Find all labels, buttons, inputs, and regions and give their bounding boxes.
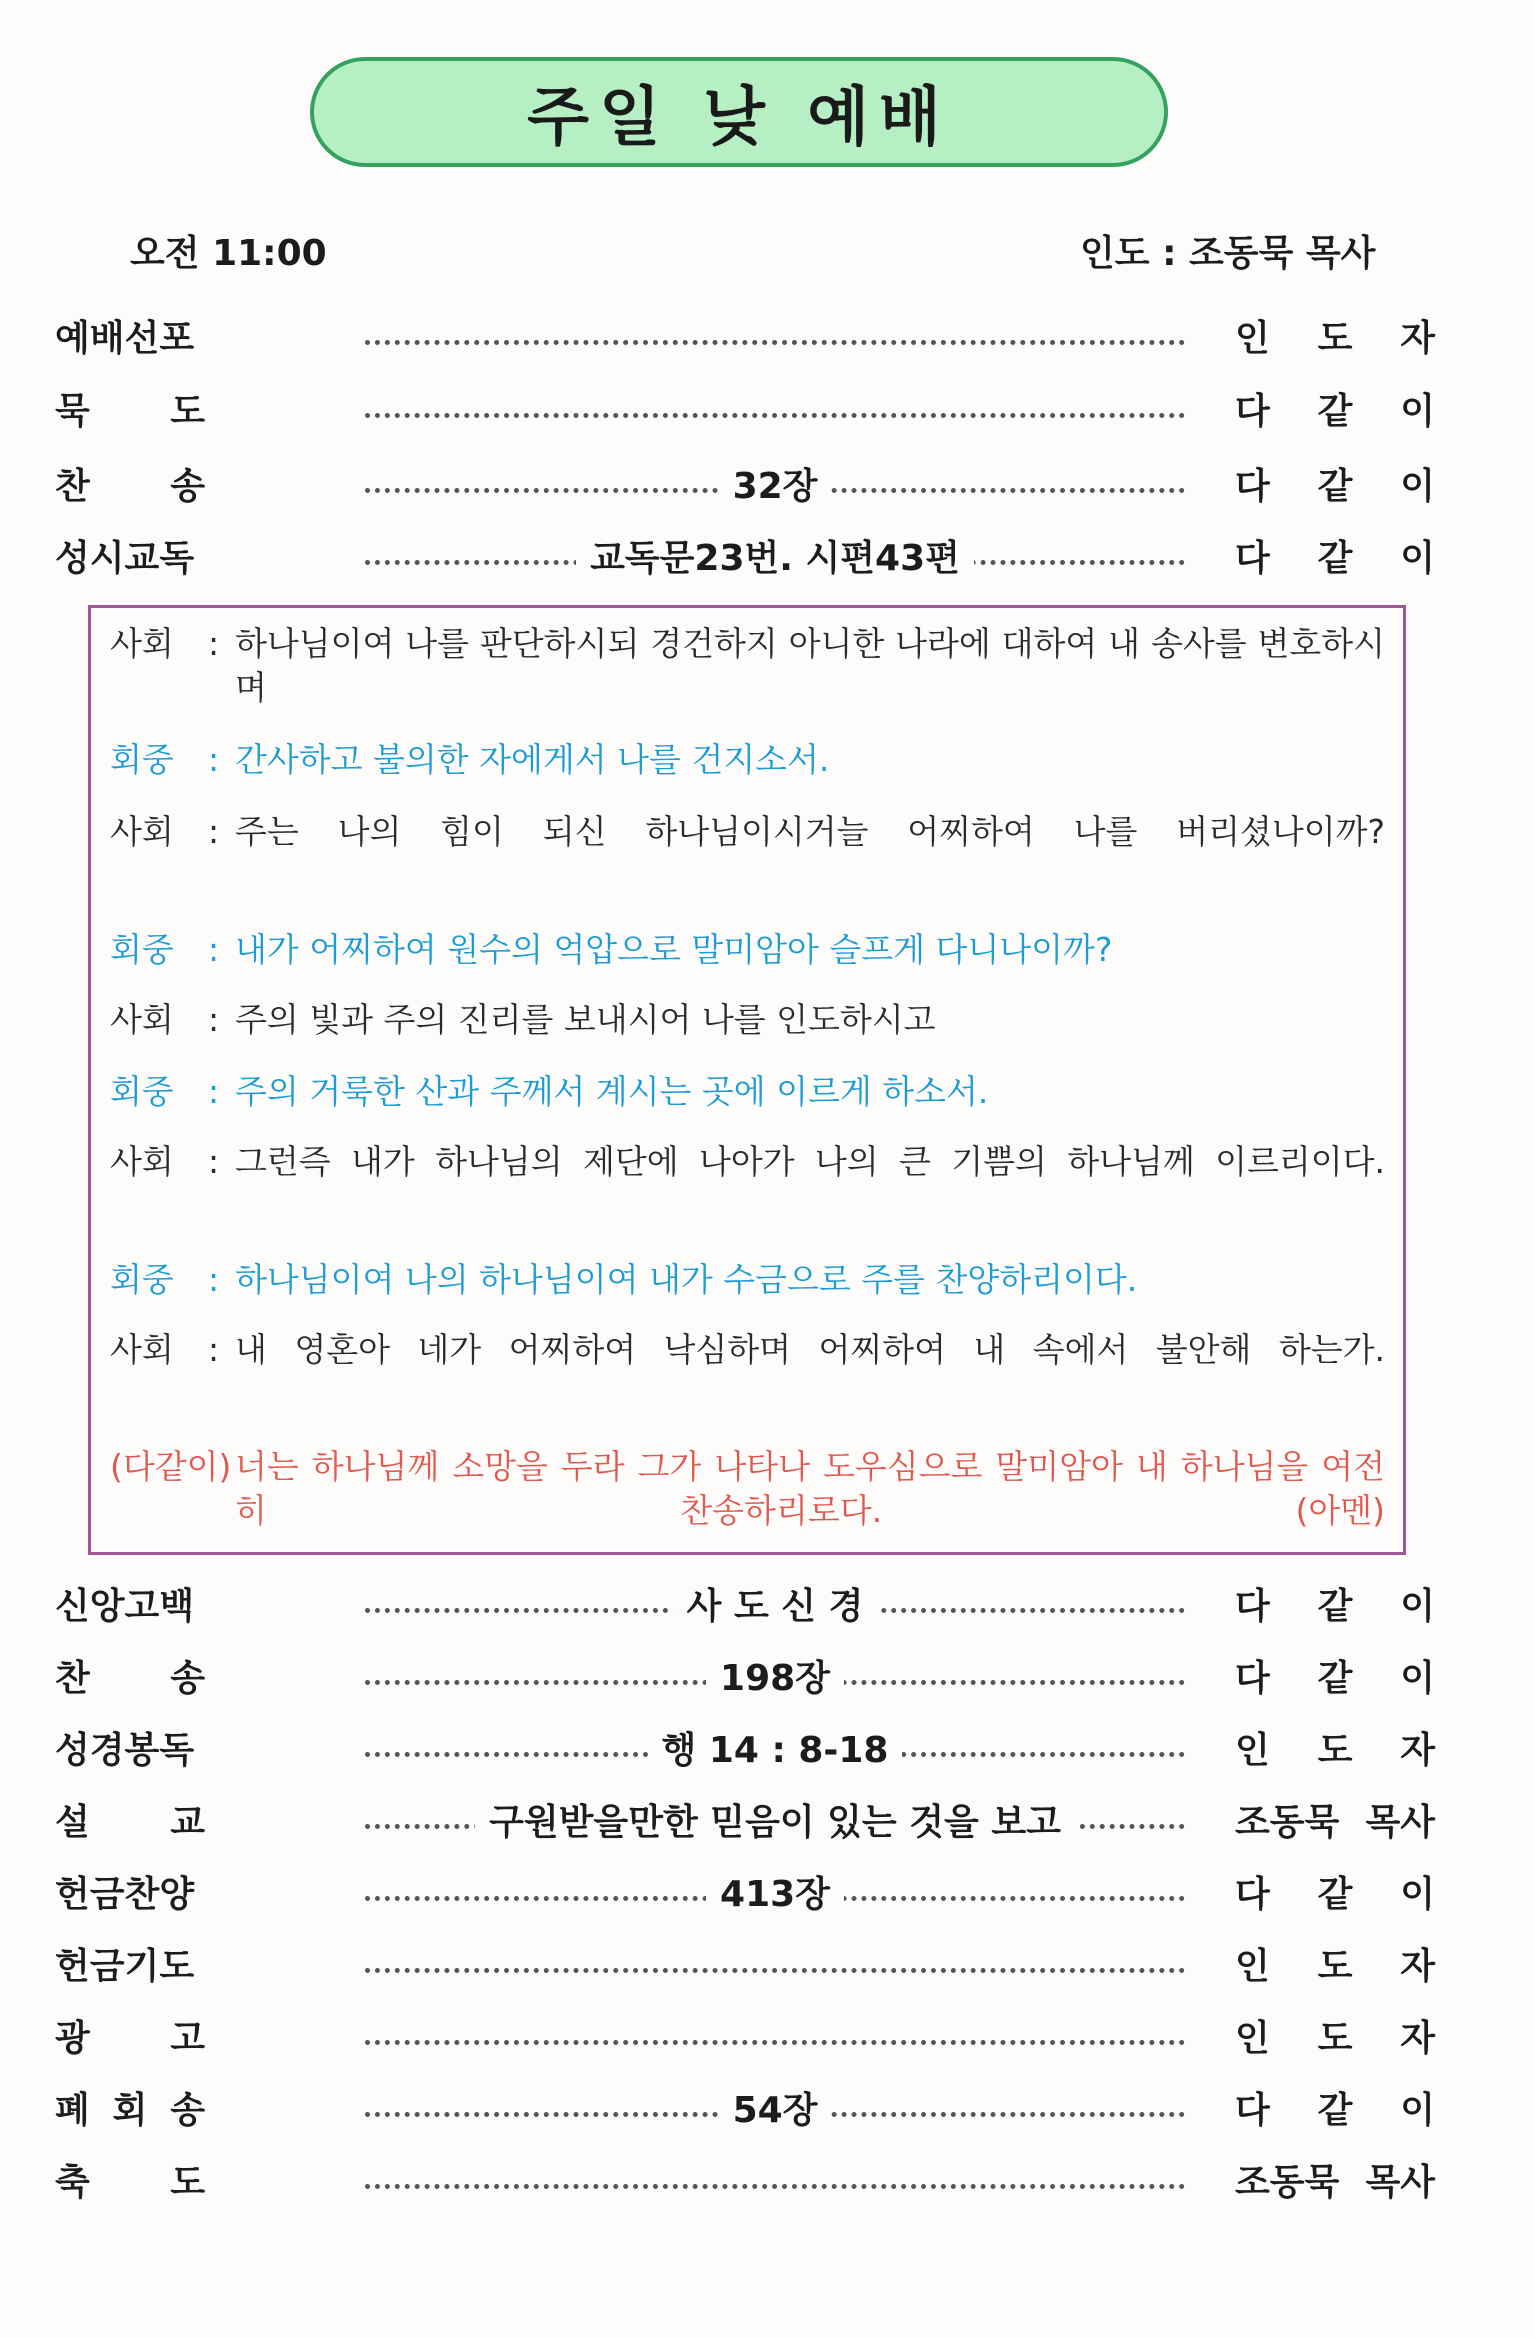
order-row (55, 1938, 1440, 1998)
order-item-who: 조동묵 목사 (1235, 2162, 1435, 2203)
order-item-name: 찬 송 (55, 1658, 205, 1699)
reading-line-leader: 사회 : 그런즉 내가 하나님의 제단에 나아가 나의 큰 기쁨의 하나님께 이르리이다. (110, 1140, 1385, 1184)
reading-line-leader: 사회 : 내 영혼아 네가 어찌하여 낙심하며 어찌하여 내 속에서 불안해 하는가. (110, 1328, 1385, 1372)
order-item-content: 32장 (365, 458, 1185, 509)
service-leader: 인도 : 조동묵 목사 (1080, 233, 1376, 274)
order-item-name: 성시교독 (55, 538, 195, 579)
reading-text: 주는 나의 힘이 되신 하나님이시거늘 어찌하여 나를 버리셨나이까? (235, 812, 1385, 851)
reading-line-leader: 사회 : 주의 빛과 주의 진리를 보내시어 나를 인도하시고 (110, 998, 1385, 1042)
reading-text: 하나님이여 나의 하나님이여 내가 수금으로 주를 찬양하리이다. (235, 1260, 1138, 1299)
reading-line-all (110, 1445, 1385, 1533)
dot-leader (365, 2184, 1185, 2189)
order-item-name: 축 도 (55, 2162, 205, 2203)
order-item-name: 묵 도 (55, 391, 205, 432)
order-item-content: 54장 (365, 2082, 1185, 2133)
order-item-who: 인 도 자 (1235, 2018, 1435, 2059)
speaker-label: 사회 (110, 624, 174, 663)
order-row (55, 1794, 1440, 1854)
order-row (55, 530, 1440, 590)
order-item-who: 인 도 자 (1235, 318, 1435, 359)
page-title: 주일 낮 예배 (310, 57, 1168, 167)
reading-text: 주의 거룩한 산과 주께서 계시는 곳에 이르게 하소서. (235, 1072, 989, 1111)
reading-line-congregation: 회중 : 주의 거룩한 산과 주께서 계시는 곳에 이르게 하소서. (110, 1070, 1385, 1114)
order-item-who: 다 같 이 (1235, 538, 1435, 579)
dot-leader (365, 1968, 1185, 1973)
speaker-label: 회중 (110, 1260, 174, 1299)
order-row (55, 1866, 1440, 1926)
order-item-name: 신앙고백 (55, 1586, 195, 1627)
order-row (55, 310, 1440, 370)
reading-line-congregation: 회중 : 내가 어찌하여 원수의 억압으로 말미암아 슬프게 다니나이까? (110, 928, 1385, 972)
reading-line-congregation: 회중 : 간사하고 불의한 자에게서 나를 건지소서. (110, 738, 1385, 782)
order-row (55, 1722, 1440, 1782)
speaker-label: 사회 (110, 1142, 174, 1181)
order-item-who: 다 같 이 (1235, 1586, 1435, 1627)
order-item-name: 광 고 (55, 2018, 205, 2059)
order-row (55, 2010, 1440, 2070)
speaker-label: 사회 (110, 1000, 174, 1039)
dot-leader (365, 340, 1185, 345)
reading-line-congregation: 회중 : 하나님이여 나의 하나님이여 내가 수금으로 주를 찬양하리이다. (110, 1258, 1385, 1302)
order-row (55, 383, 1440, 443)
order-row (55, 2154, 1440, 2214)
order-item-content: 사 도 신 경 (365, 1578, 1185, 1629)
speaker-label: 회중 (110, 1072, 174, 1111)
order-row (55, 458, 1440, 518)
order-item-name: 설 교 (55, 1802, 205, 1843)
order-item-who: 조동묵 목사 (1235, 1802, 1435, 1843)
service-time: 오전 11:00 (130, 233, 327, 274)
order-item-who: 다 같 이 (1235, 391, 1435, 432)
order-item-name: 찬 송 (55, 466, 205, 507)
order-item-who: 인 도 자 (1235, 1730, 1435, 1771)
reading-text: 간사하고 불의한 자에게서 나를 건지소서. (235, 740, 830, 779)
order-item-name: 폐 회 송 (55, 2090, 205, 2131)
order-row (55, 1578, 1440, 1638)
order-item-who: 다 같 이 (1235, 1874, 1435, 1915)
reading-text: 너는 하나님께 소망을 두라 그가 나타나 도우심으로 말미암아 내 하나님을 여전히 찬송하리로다. (아멘) (235, 1447, 1385, 1530)
order-item-name: 헌금찬양 (55, 1874, 195, 1915)
order-item-content: 행 14 : 8-18 (365, 1722, 1185, 1773)
order-item-name: 성경봉독 (55, 1730, 195, 1771)
order-item-content: 198장 (365, 1650, 1185, 1701)
order-item-content: 교독문23번. 시편43편 (365, 530, 1185, 581)
order-item-who: 다 같 이 (1235, 466, 1435, 507)
speaker-label: 회중 (110, 740, 174, 779)
reading-text: 내 영혼아 네가 어찌하여 낙심하며 어찌하여 내 속에서 불안해 하는가. (235, 1330, 1385, 1369)
order-item-who: 다 같 이 (1235, 1658, 1435, 1699)
reading-line-leader: 사회 : 하나님이여 나를 판단하시되 경건하지 아니한 나라에 대하여 내 송사를 변호하시며 (110, 622, 1385, 710)
speaker-label: 회중 (110, 930, 174, 969)
order-row (55, 2082, 1440, 2142)
reading-text: 그런즉 내가 하나님의 제단에 나아가 나의 큰 기쁨의 하나님께 이르리이다. (235, 1142, 1385, 1181)
order-item-name: 예배선포 (55, 318, 195, 359)
order-item-who: 인 도 자 (1235, 1946, 1435, 1987)
reading-line-leader: 사회 : 주는 나의 힘이 되신 하나님이시거늘 어찌하여 나를 버리셨나이까? (110, 810, 1385, 854)
order-item-who: 다 같 이 (1235, 2090, 1435, 2131)
dot-leader (365, 2040, 1185, 2045)
order-item-content: 413장 (365, 1866, 1185, 1917)
speaker-label: (다같이) (110, 1447, 232, 1486)
speaker-label: 사회 (110, 1330, 174, 1369)
speaker-label: 사회 (110, 812, 174, 851)
dot-leader (365, 413, 1185, 418)
reading-text: 하나님이여 나를 판단하시되 경건하지 아니한 나라에 대하여 내 송사를 변호하시며 (235, 624, 1385, 707)
order-item-name: 헌금기도 (55, 1946, 195, 1987)
order-item-content: 구원받을만한 믿음이 있는 것을 보고 (365, 1794, 1185, 1845)
order-row (55, 1650, 1440, 1710)
reading-text: 주의 빛과 주의 진리를 보내시어 나를 인도하시고 (235, 1000, 936, 1039)
reading-text: 내가 어찌하여 원수의 억압으로 말미암아 슬프게 다니나이까? (235, 930, 1113, 969)
